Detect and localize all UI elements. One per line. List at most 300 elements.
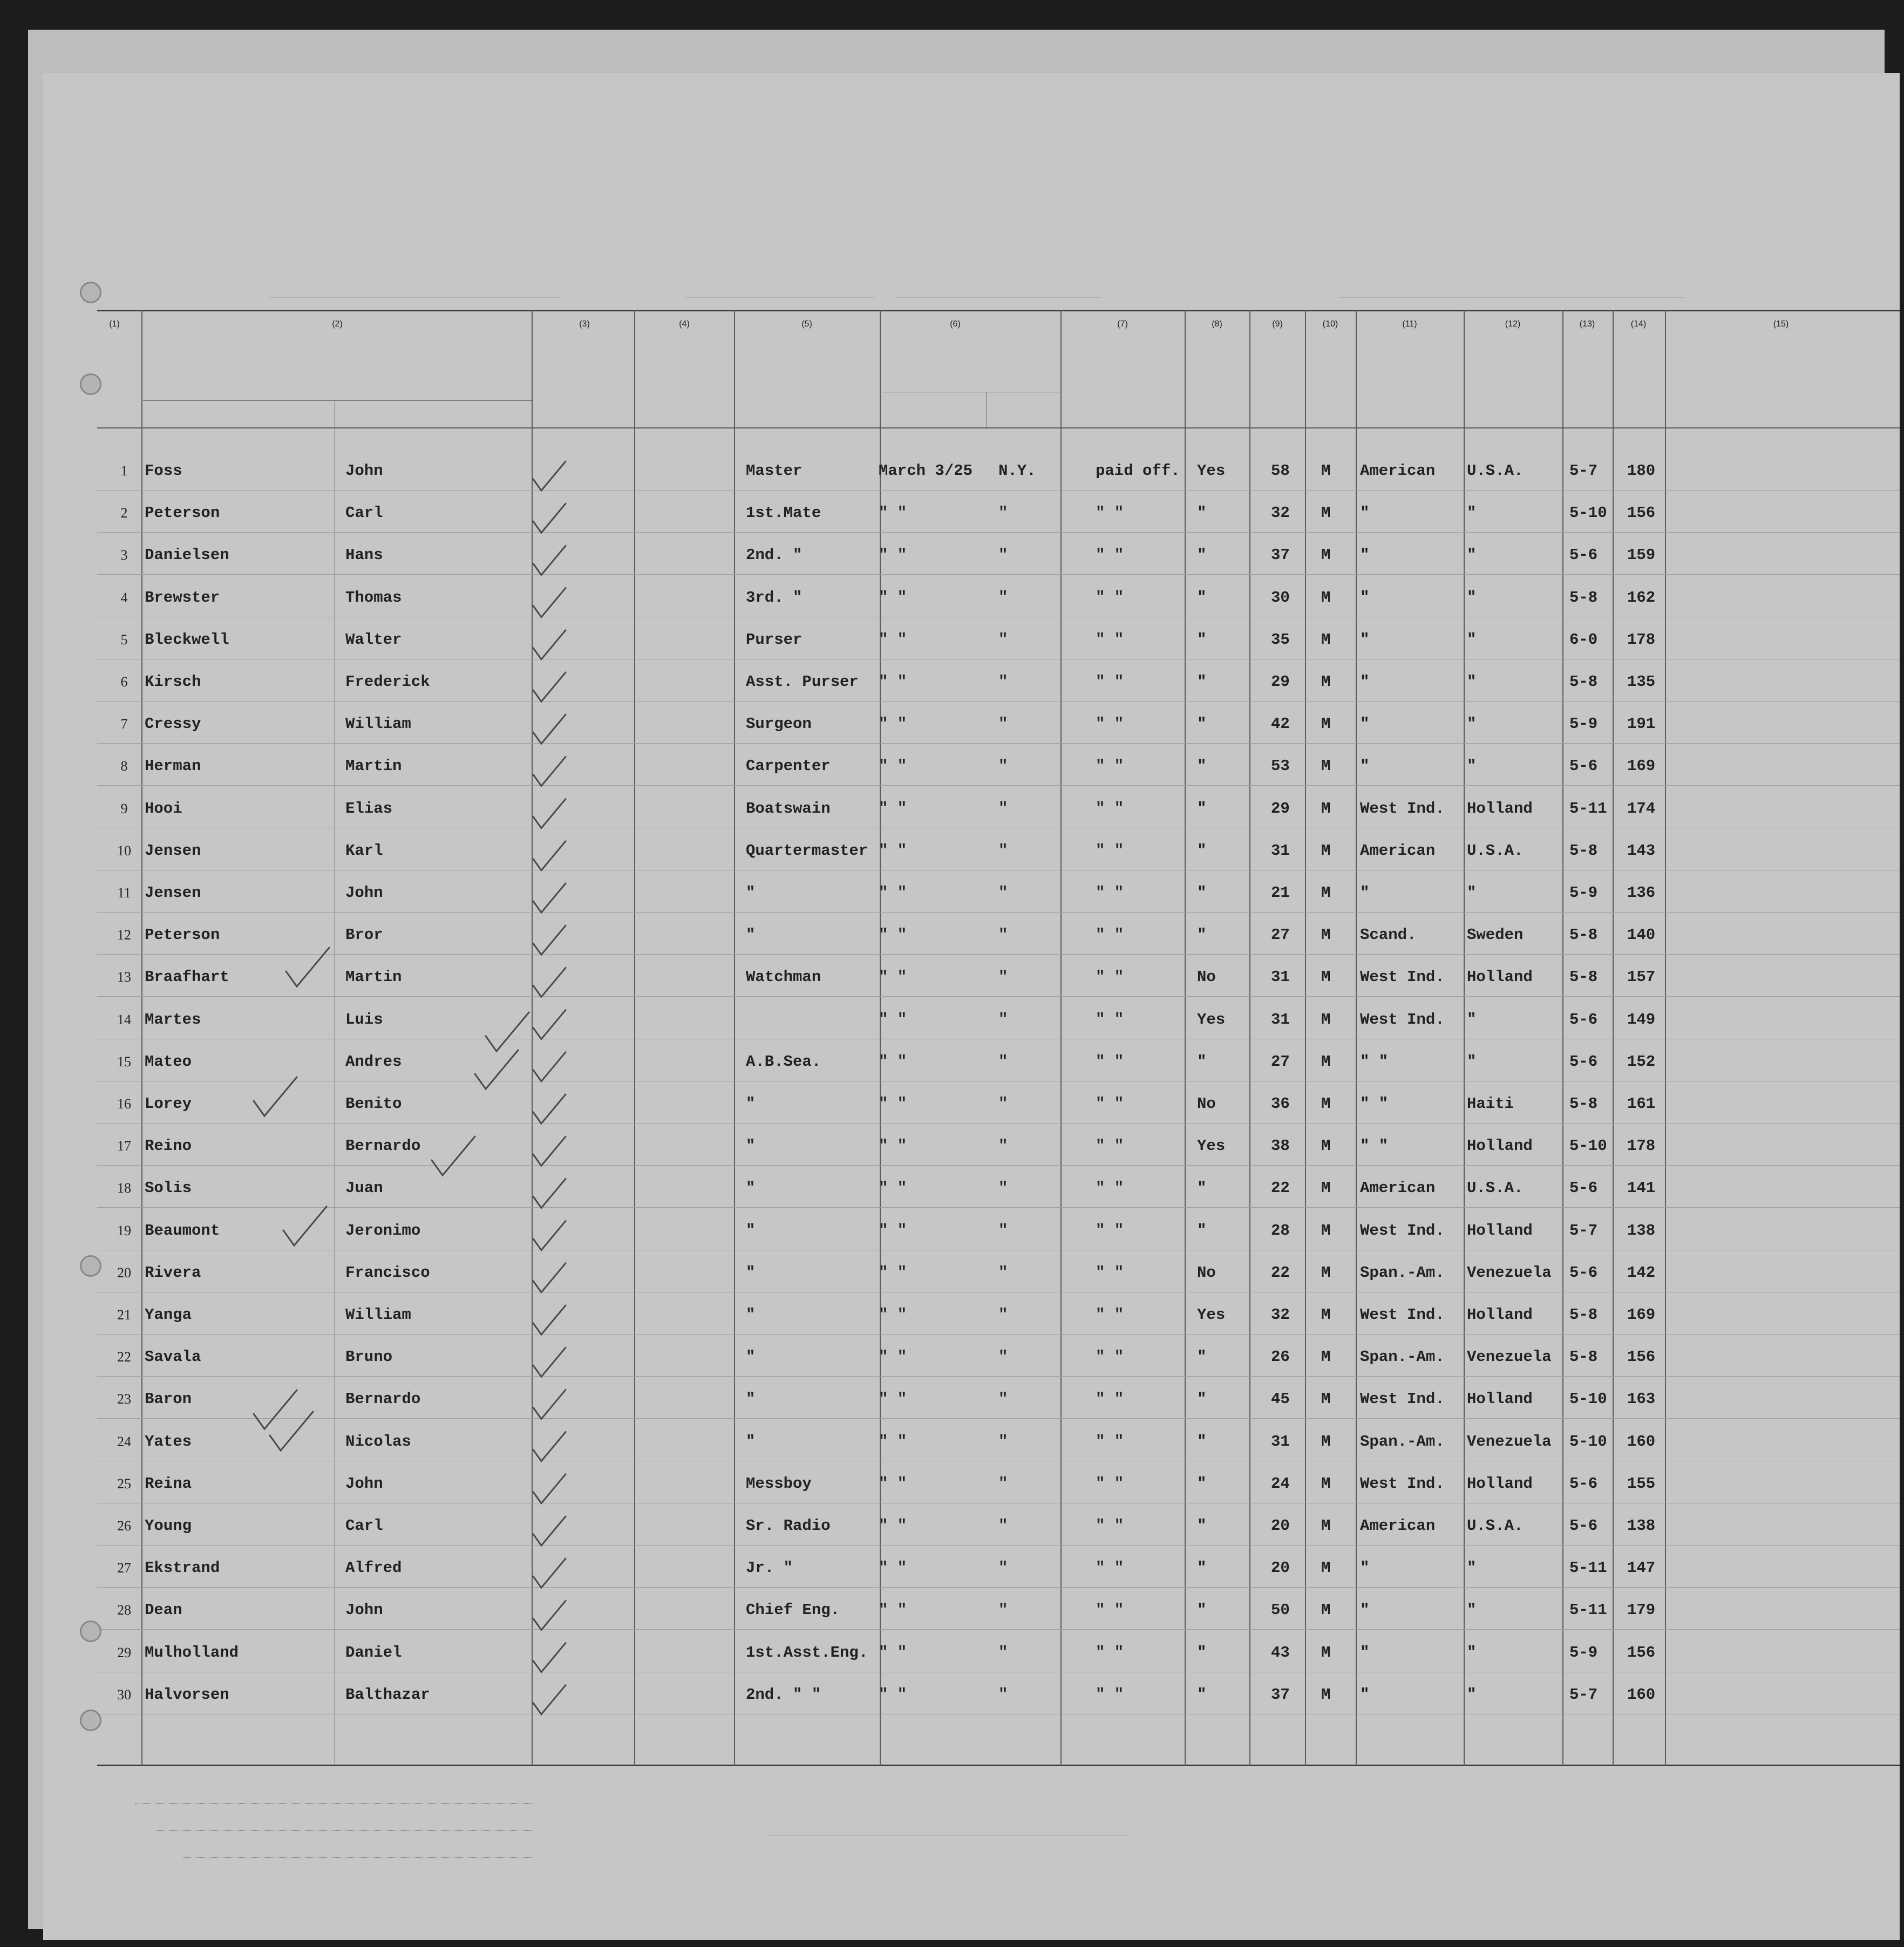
cell-weight: 163 [1627,1390,1656,1408]
cell-height: 5-8 [1569,1095,1598,1113]
cell-weight: 160 [1627,1432,1656,1451]
row-number: 10 [117,842,131,859]
cell-when: " " [879,841,907,860]
check-mark [533,672,566,702]
cell-given: Carl [345,504,383,522]
cell-paid: " " [1096,1137,1124,1155]
cell-sex: M [1321,884,1331,902]
cell-sex: M [1321,546,1331,564]
cell-nat: " [1467,504,1477,522]
check-mark [475,1050,518,1089]
cell-read: " [1197,504,1207,522]
row-number: 6 [120,674,128,690]
check-mark [533,461,566,491]
check-mark [533,1179,566,1208]
cell-sex: M [1321,462,1331,480]
cell-nat: Holland [1467,1474,1533,1493]
cell-weight: 156 [1627,1348,1656,1366]
cell-paid: " " [1096,1179,1124,1197]
cell-read: " [1197,841,1207,860]
cell-weight: 140 [1627,926,1656,944]
cell-nat: Venezuela [1467,1263,1552,1282]
cell-family: Jensen [145,884,201,902]
cell-nat: Venezuela [1467,1348,1552,1366]
cell-age: 24 [1271,1474,1290,1493]
cell-position: 2nd. " " [746,1685,821,1704]
cell-weight: 162 [1627,588,1656,607]
cell-weight: 143 [1627,841,1656,860]
cell-sex: M [1321,1095,1331,1113]
cell-position: Asst. Purser [746,673,859,691]
cell-race: Span.-Am. [1360,1348,1445,1366]
cell-read: No [1197,1263,1216,1282]
cell-weight: 178 [1627,1137,1656,1155]
cell-sex: M [1321,630,1331,649]
cell-family: Yates [145,1432,192,1451]
cell-sex: M [1321,1559,1331,1577]
row-number: 14 [117,1011,131,1027]
cell-race: Span.-Am. [1360,1432,1445,1451]
cell-when: " " [879,1601,907,1619]
cell-position: " [746,1221,756,1240]
cell-family: Dean [145,1601,182,1619]
cell-age: 37 [1271,1685,1290,1704]
row-number: 2 [120,505,128,521]
cell-read: " [1197,1348,1207,1366]
cell-position: " [746,1179,756,1197]
check-mark [533,1136,566,1166]
cell-given: Bror [345,926,383,944]
check-mark [533,1643,566,1672]
cell-family: Peterson [145,926,220,944]
cell-age: 36 [1271,1095,1290,1113]
row-number: 23 [117,1391,131,1407]
cell-age: 22 [1271,1179,1290,1197]
cell-given: Frederick [345,673,430,691]
cell-given: Alfred [345,1559,402,1577]
row-number: 18 [117,1180,131,1196]
cell-position: 1st.Mate [746,504,821,522]
cell-weight: 138 [1627,1517,1656,1535]
cell-read: " [1197,588,1207,607]
cell-when: " " [879,1052,907,1071]
row-number: 9 [120,800,128,816]
cell-family: Brewster [145,588,220,607]
cell-where: " [998,504,1008,522]
check-mark [533,503,566,533]
cell-age: 43 [1271,1643,1290,1662]
cell-given: Juan [345,1179,383,1197]
cell-race: " [1360,1685,1370,1704]
cell-given: Andres [345,1052,402,1071]
column-number: (11) [1402,319,1417,329]
cell-race: " " [1360,1095,1389,1113]
cell-nat: " [1467,673,1477,691]
cell-height: 5-7 [1569,1685,1598,1704]
cell-given: John [345,462,383,480]
cell-when: " " [879,1221,907,1240]
check-mark [486,1012,529,1051]
cell-weight: 174 [1627,799,1656,818]
cell-family: Savala [145,1348,201,1366]
cell-age: 29 [1271,673,1290,691]
cell-race: " [1360,715,1370,733]
cell-race: West Ind. [1360,1390,1445,1408]
cell-position: Watchman [746,968,821,986]
cell-paid: " " [1096,926,1124,944]
cell-position: Quartermaster [746,841,868,860]
cell-read: " [1197,1052,1207,1071]
cell-read: " [1197,630,1207,649]
cell-weight: 178 [1627,630,1656,649]
column-number: (5) [801,319,812,329]
row-number: 24 [117,1433,131,1449]
cell-where: " [998,884,1008,902]
cell-position: " [746,1348,756,1366]
check-mark [533,1516,566,1546]
cell-position: Purser [746,630,803,649]
row-number: 12 [117,927,131,943]
column-number: (7) [1117,319,1128,329]
cell-when: " " [879,715,907,733]
cell-where: " [998,715,1008,733]
cell-when: " " [879,504,907,522]
cell-race: " [1360,588,1370,607]
cell-sex: M [1321,1179,1331,1197]
cell-height: 5-8 [1569,926,1598,944]
column-number: (8) [1212,319,1222,329]
cell-family: Bleckwell [145,630,229,649]
cell-paid: " " [1096,968,1124,986]
cell-family: Cressy [145,715,201,733]
cell-nat: Holland [1467,1221,1533,1240]
cell-age: 50 [1271,1601,1290,1619]
cell-sex: M [1321,1643,1331,1662]
check-mark [533,1263,566,1292]
cell-read: " [1197,1221,1207,1240]
cell-position: " [746,926,756,944]
cell-given: John [345,884,383,902]
cell-where: " [998,757,1008,775]
cell-paid: " " [1096,1348,1124,1366]
check-mark [533,1390,566,1419]
check-mark [533,546,566,575]
column-number: (1) [109,319,120,329]
row-number: 11 [117,885,131,901]
cell-paid: " " [1096,504,1124,522]
cell-nat: " [1467,1685,1477,1704]
cell-height: 6-0 [1569,630,1598,649]
row-number: 5 [120,631,128,648]
cell-age: 31 [1271,968,1290,986]
cell-height: 5-6 [1569,1263,1598,1282]
cell-paid: " " [1096,1474,1124,1493]
cell-family: Rivera [145,1263,201,1282]
cell-sex: M [1321,968,1331,986]
cell-nat: Haiti [1467,1095,1514,1113]
cell-weight: 156 [1627,1643,1656,1662]
check-mark [533,1685,566,1714]
cell-given: Thomas [345,588,402,607]
cell-race: West Ind. [1360,968,1445,986]
cell-when: " " [879,1517,907,1535]
cell-race: " [1360,884,1370,902]
check-mark [270,1412,313,1451]
cell-where: " [998,673,1008,691]
cell-nat: U.S.A. [1467,462,1524,480]
check-mark [533,841,566,870]
cell-family: Herman [145,757,201,775]
cell-where: " [998,1601,1008,1619]
cell-given: John [345,1601,383,1619]
cell-position: 1st.Asst.Eng. [746,1643,868,1662]
cell-read: " [1197,926,1207,944]
cell-where: " [998,1474,1008,1493]
column-number: (3) [579,319,590,329]
cell-where: " [998,1137,1008,1155]
cell-age: 38 [1271,1137,1290,1155]
cell-given: Luis [345,1010,383,1029]
cell-where: " [998,1348,1008,1366]
cell-age: 27 [1271,1052,1290,1071]
cell-given: John [345,1474,383,1493]
cell-age: 32 [1271,1306,1290,1324]
cell-read: " [1197,1685,1207,1704]
cell-weight: 138 [1627,1221,1656,1240]
check-mark [533,799,566,828]
cell-where: " [998,546,1008,564]
check-mark [533,630,566,659]
cell-weight: 160 [1627,1685,1656,1704]
cell-race: " [1360,546,1370,564]
cell-when: " " [879,546,907,564]
cell-nat: U.S.A. [1467,841,1524,860]
cell-height: 5-8 [1569,1348,1598,1366]
cell-age: 29 [1271,799,1290,818]
cell-age: 22 [1271,1263,1290,1282]
cell-weight: 157 [1627,968,1656,986]
cell-where: " [998,1052,1008,1071]
cell-when: " " [879,1137,907,1155]
cell-weight: 179 [1627,1601,1656,1619]
check-mark [432,1136,475,1175]
cell-read: " [1197,715,1207,733]
cell-age: 32 [1271,504,1290,522]
cell-sex: M [1321,1474,1331,1493]
cell-race: American [1360,462,1436,480]
check-mark [533,1052,566,1081]
cell-race: " [1360,757,1370,775]
cell-nat: Holland [1467,1306,1533,1324]
check-mark [533,1601,566,1630]
row-number: 30 [117,1686,131,1703]
check-mark [283,1207,327,1245]
row-number: 7 [120,716,128,732]
cell-height: 5-11 [1569,799,1607,818]
cell-family: Baron [145,1390,192,1408]
cell-height: 5-6 [1569,1474,1598,1493]
column-number: (6) [950,319,961,329]
cell-when: " " [879,757,907,775]
cell-read: " [1197,1390,1207,1408]
cell-weight: 135 [1627,673,1656,691]
cell-position: " [746,1390,756,1408]
cell-paid: " " [1096,673,1124,691]
cell-read: Yes [1197,1137,1226,1155]
cell-paid: " " [1096,1643,1124,1662]
cell-nat: Holland [1467,968,1533,986]
cell-age: 28 [1271,1221,1290,1240]
cell-given: Walter [345,630,402,649]
cell-where: " [998,968,1008,986]
cell-family: Jensen [145,841,201,860]
cell-where: " [998,1221,1008,1240]
cell-race: " [1360,630,1370,649]
cell-sex: M [1321,926,1331,944]
check-mark [533,588,566,617]
column-number: (2) [332,319,343,329]
row-number: 26 [117,1518,131,1534]
cell-race: " " [1360,1137,1389,1155]
cell-paid: " " [1096,630,1124,649]
cell-race: American [1360,841,1436,860]
cell-height: 5-8 [1569,841,1598,860]
cell-sex: M [1321,1390,1331,1408]
cell-sex: M [1321,799,1331,818]
cell-when: " " [879,630,907,649]
column-number: (14) [1630,319,1647,329]
cell-age: 31 [1271,1010,1290,1029]
cell-family: Solis [145,1179,192,1197]
cell-race: West Ind. [1360,1474,1445,1493]
cell-nat: " [1467,1601,1477,1619]
cell-weight: 149 [1627,1010,1656,1029]
cell-race: West Ind. [1360,1306,1445,1324]
cell-paid: " " [1096,1517,1124,1535]
cell-given: Martin [345,757,402,775]
cell-when: " " [879,1390,907,1408]
row-number: 22 [117,1349,131,1365]
cell-where: " [998,1390,1008,1408]
cell-position: " [746,1432,756,1451]
cell-height: 5-6 [1569,1179,1598,1197]
cell-when: " " [879,1179,907,1197]
cell-when: " " [879,1643,907,1662]
cell-race: West Ind. [1360,1221,1445,1240]
row-number: 16 [117,1096,131,1112]
cell-race: Scand. [1360,926,1417,944]
cell-age: 30 [1271,588,1290,607]
cell-position: Chief Eng. [746,1601,840,1619]
cell-race: West Ind. [1360,1010,1445,1029]
cell-family: Lorey [145,1095,192,1113]
cell-where: " [998,1263,1008,1282]
check-mark [533,1432,566,1461]
cell-read: Yes [1197,1306,1226,1324]
cell-height: 5-6 [1569,546,1598,564]
cell-where: " [998,630,1008,649]
cell-given: Bernardo [345,1137,421,1155]
cell-age: 27 [1271,926,1290,944]
cell-where: " [998,799,1008,818]
row-number: 3 [120,547,128,563]
cell-read: " [1197,1643,1207,1662]
cell-read: No [1197,1095,1216,1113]
check-mark [533,968,566,997]
check-mark [254,1390,297,1429]
cell-race: American [1360,1517,1436,1535]
cell-position: 3rd. " [746,588,803,607]
cell-family: Martes [145,1010,201,1029]
cell-age: 35 [1271,630,1290,649]
cell-family: Reina [145,1474,192,1493]
cell-when: " " [879,673,907,691]
cell-when: " " [879,1559,907,1577]
cell-age: 53 [1271,757,1290,775]
cell-position: Jr. " [746,1559,793,1577]
cell-height: 5-10 [1569,1432,1607,1451]
cell-height: 5-10 [1569,1390,1607,1408]
cell-position: " [746,1095,756,1113]
check-mark [533,1558,566,1588]
cell-weight: 141 [1627,1179,1656,1197]
cell-read: " [1197,1179,1207,1197]
cell-read: " [1197,673,1207,691]
cell-read: " [1197,1474,1207,1493]
column-number: (12) [1505,319,1521,329]
cell-race: " " [1360,1052,1389,1071]
cell-where: " [998,588,1008,607]
cell-paid: " " [1096,588,1124,607]
cell-weight: 180 [1627,462,1656,480]
cell-where: " [998,1432,1008,1451]
cell-height: 5-8 [1569,673,1598,691]
cell-age: 37 [1271,546,1290,564]
cell-position: Sr. Radio [746,1517,831,1535]
cell-position: Master [746,462,803,480]
cell-read: " [1197,884,1207,902]
cell-paid: " " [1096,1095,1124,1113]
column-number: (10) [1322,319,1338,329]
cell-where: " [998,1559,1008,1577]
cell-read: " [1197,1559,1207,1577]
cell-read: " [1197,1432,1207,1451]
cell-position: A.B.Sea. [746,1052,821,1071]
row-number: 19 [117,1222,131,1238]
cell-position: " [746,1263,756,1282]
cell-race: " [1360,504,1370,522]
cell-weight: 136 [1627,884,1656,902]
cell-nat: " [1467,1643,1477,1662]
cell-when: " " [879,1010,907,1029]
cell-where: " [998,1685,1008,1704]
cell-given: Elias [345,799,393,818]
cell-sex: M [1321,841,1331,860]
cell-weight: 147 [1627,1559,1656,1577]
cell-sex: M [1321,1685,1331,1704]
cell-race: " [1360,1601,1370,1619]
cell-family: Foss [145,462,182,480]
cell-when: " " [879,588,907,607]
cell-where: " [998,926,1008,944]
row-number: 15 [117,1053,131,1070]
cell-family: Ekstrand [145,1559,220,1577]
cell-given: Benito [345,1095,402,1113]
cell-paid: " " [1096,1559,1124,1577]
cell-race: West Ind. [1360,799,1445,818]
cell-read: " [1197,757,1207,775]
check-mark [533,714,566,744]
